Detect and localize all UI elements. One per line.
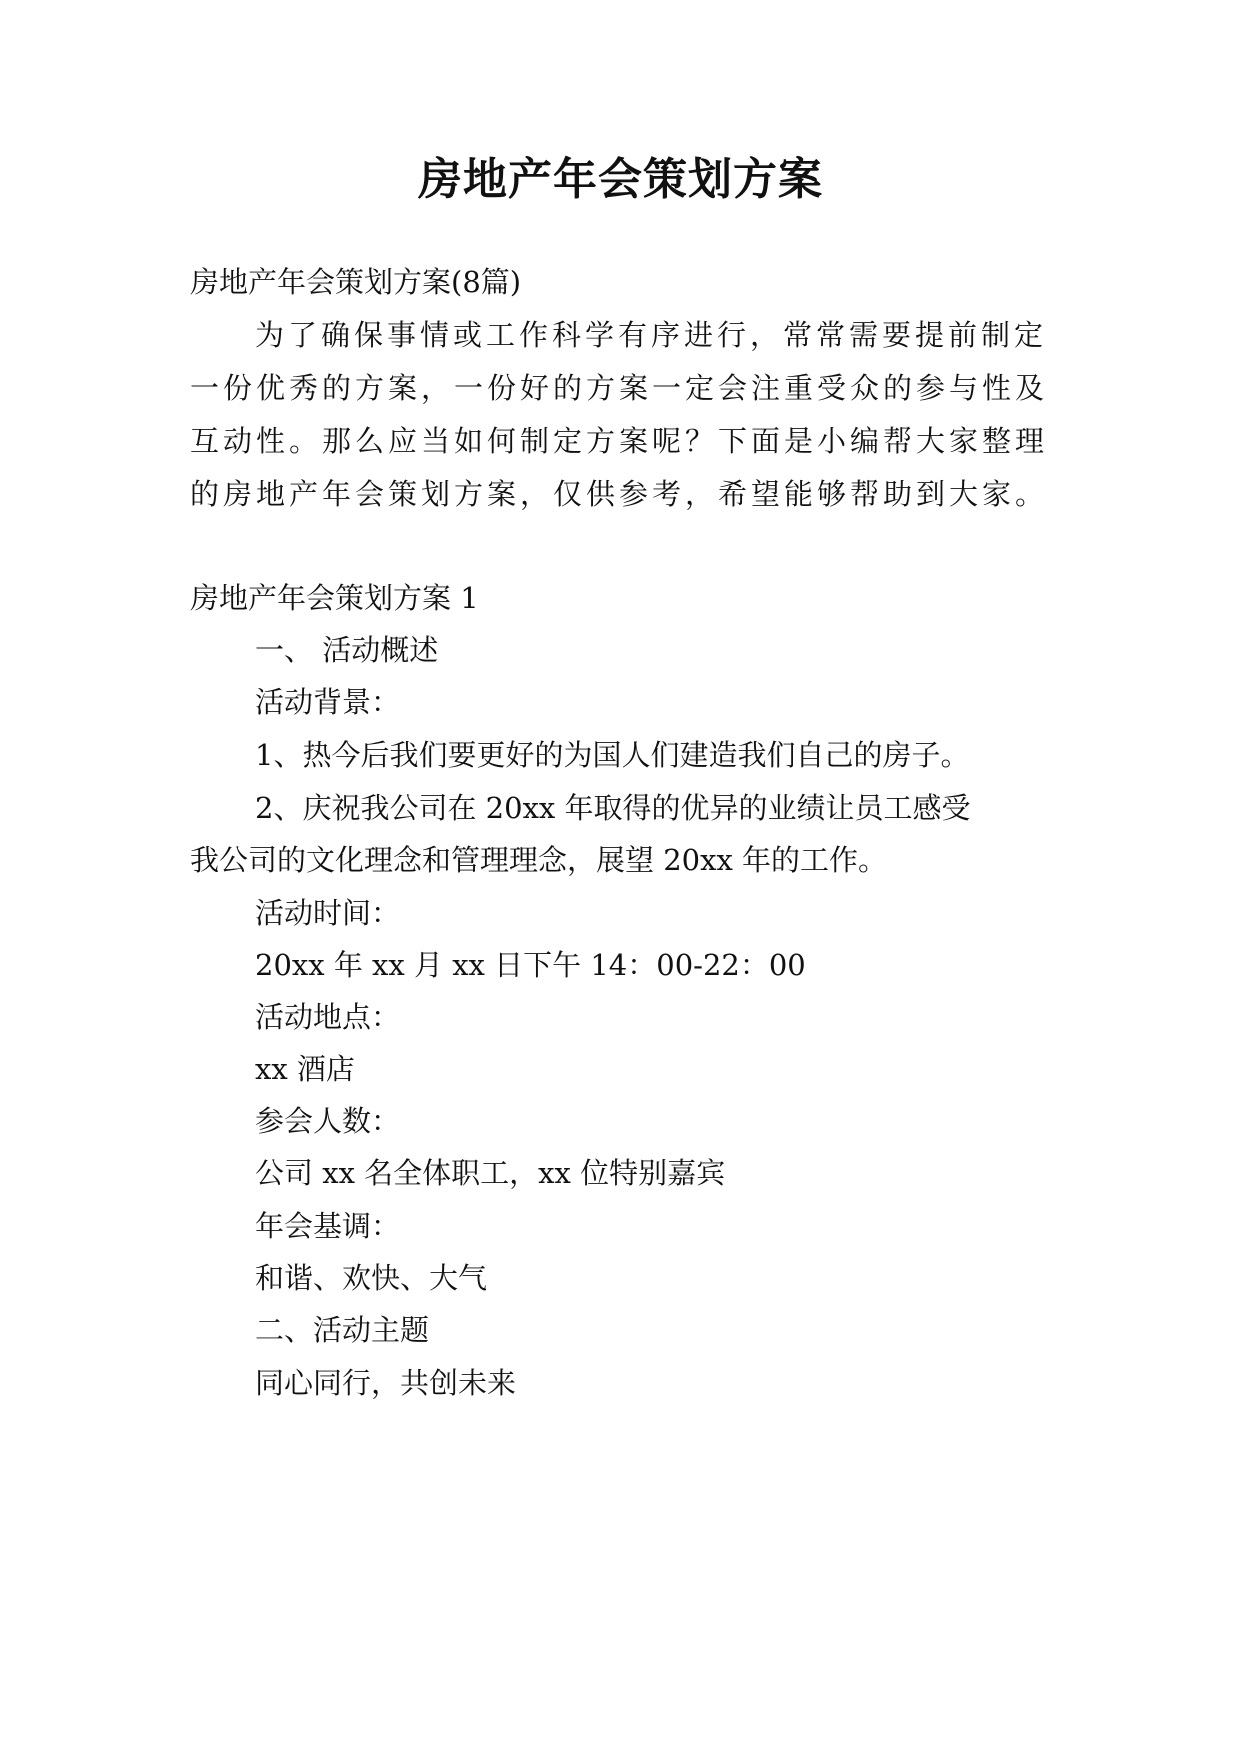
activity-time-label: 活动时间： — [255, 896, 401, 930]
activity-background-label: 活动背景： — [255, 685, 401, 719]
section-one-heading: 一、 活动概述 — [255, 633, 439, 667]
activity-time-value: 20xx 年 xx 月 xx 日下午 14：00-22：00 — [255, 948, 806, 982]
activity-location-label: 活动地点： — [255, 1000, 401, 1034]
document-subtitle: 房地产年会策划方案(8篇) — [190, 265, 522, 299]
attendee-count-label: 参会人数： — [255, 1104, 401, 1138]
intro-line: 为了确保事情或工作科学有序进行，常常需要提前制定 — [255, 318, 1048, 352]
intro-line: 互动性。那么应当如何制定方案呢？下面是小编帮大家整理 — [190, 424, 1049, 458]
annual-tone-value: 和谐、欢快、大气 — [255, 1261, 488, 1295]
intro-line: 一份优秀的方案，一份好的方案一定会注重受众的参与性及 — [190, 371, 1049, 405]
background-item-2: 2、庆祝我公司在 20xx 年取得的优异的业绩让员工感受 — [255, 791, 971, 825]
annual-tone-label: 年会基调： — [255, 1209, 401, 1243]
background-item-2-continued: 我公司的文化理念和管理理念，展望 20xx 年的工作。 — [190, 843, 888, 877]
background-item-1: 1、热今后我们要更好的为国人们建造我们自己的房子。 — [255, 738, 970, 772]
activity-theme-value: 同心同行，共创未来 — [255, 1366, 517, 1400]
document-title: 房地产年会策划方案 — [418, 154, 823, 205]
activity-location-value: xx 酒店 — [255, 1052, 355, 1086]
section-heading: 房地产年会策划方案 1 — [190, 581, 479, 615]
section-two-heading: 二、活动主题 — [255, 1313, 430, 1347]
intro-line: 的房地产年会策划方案，仅供参考，希望能够帮助到大家。 — [190, 477, 1049, 511]
attendee-count-value: 公司 xx 名全体职工，xx 位特别嘉宾 — [255, 1156, 726, 1190]
